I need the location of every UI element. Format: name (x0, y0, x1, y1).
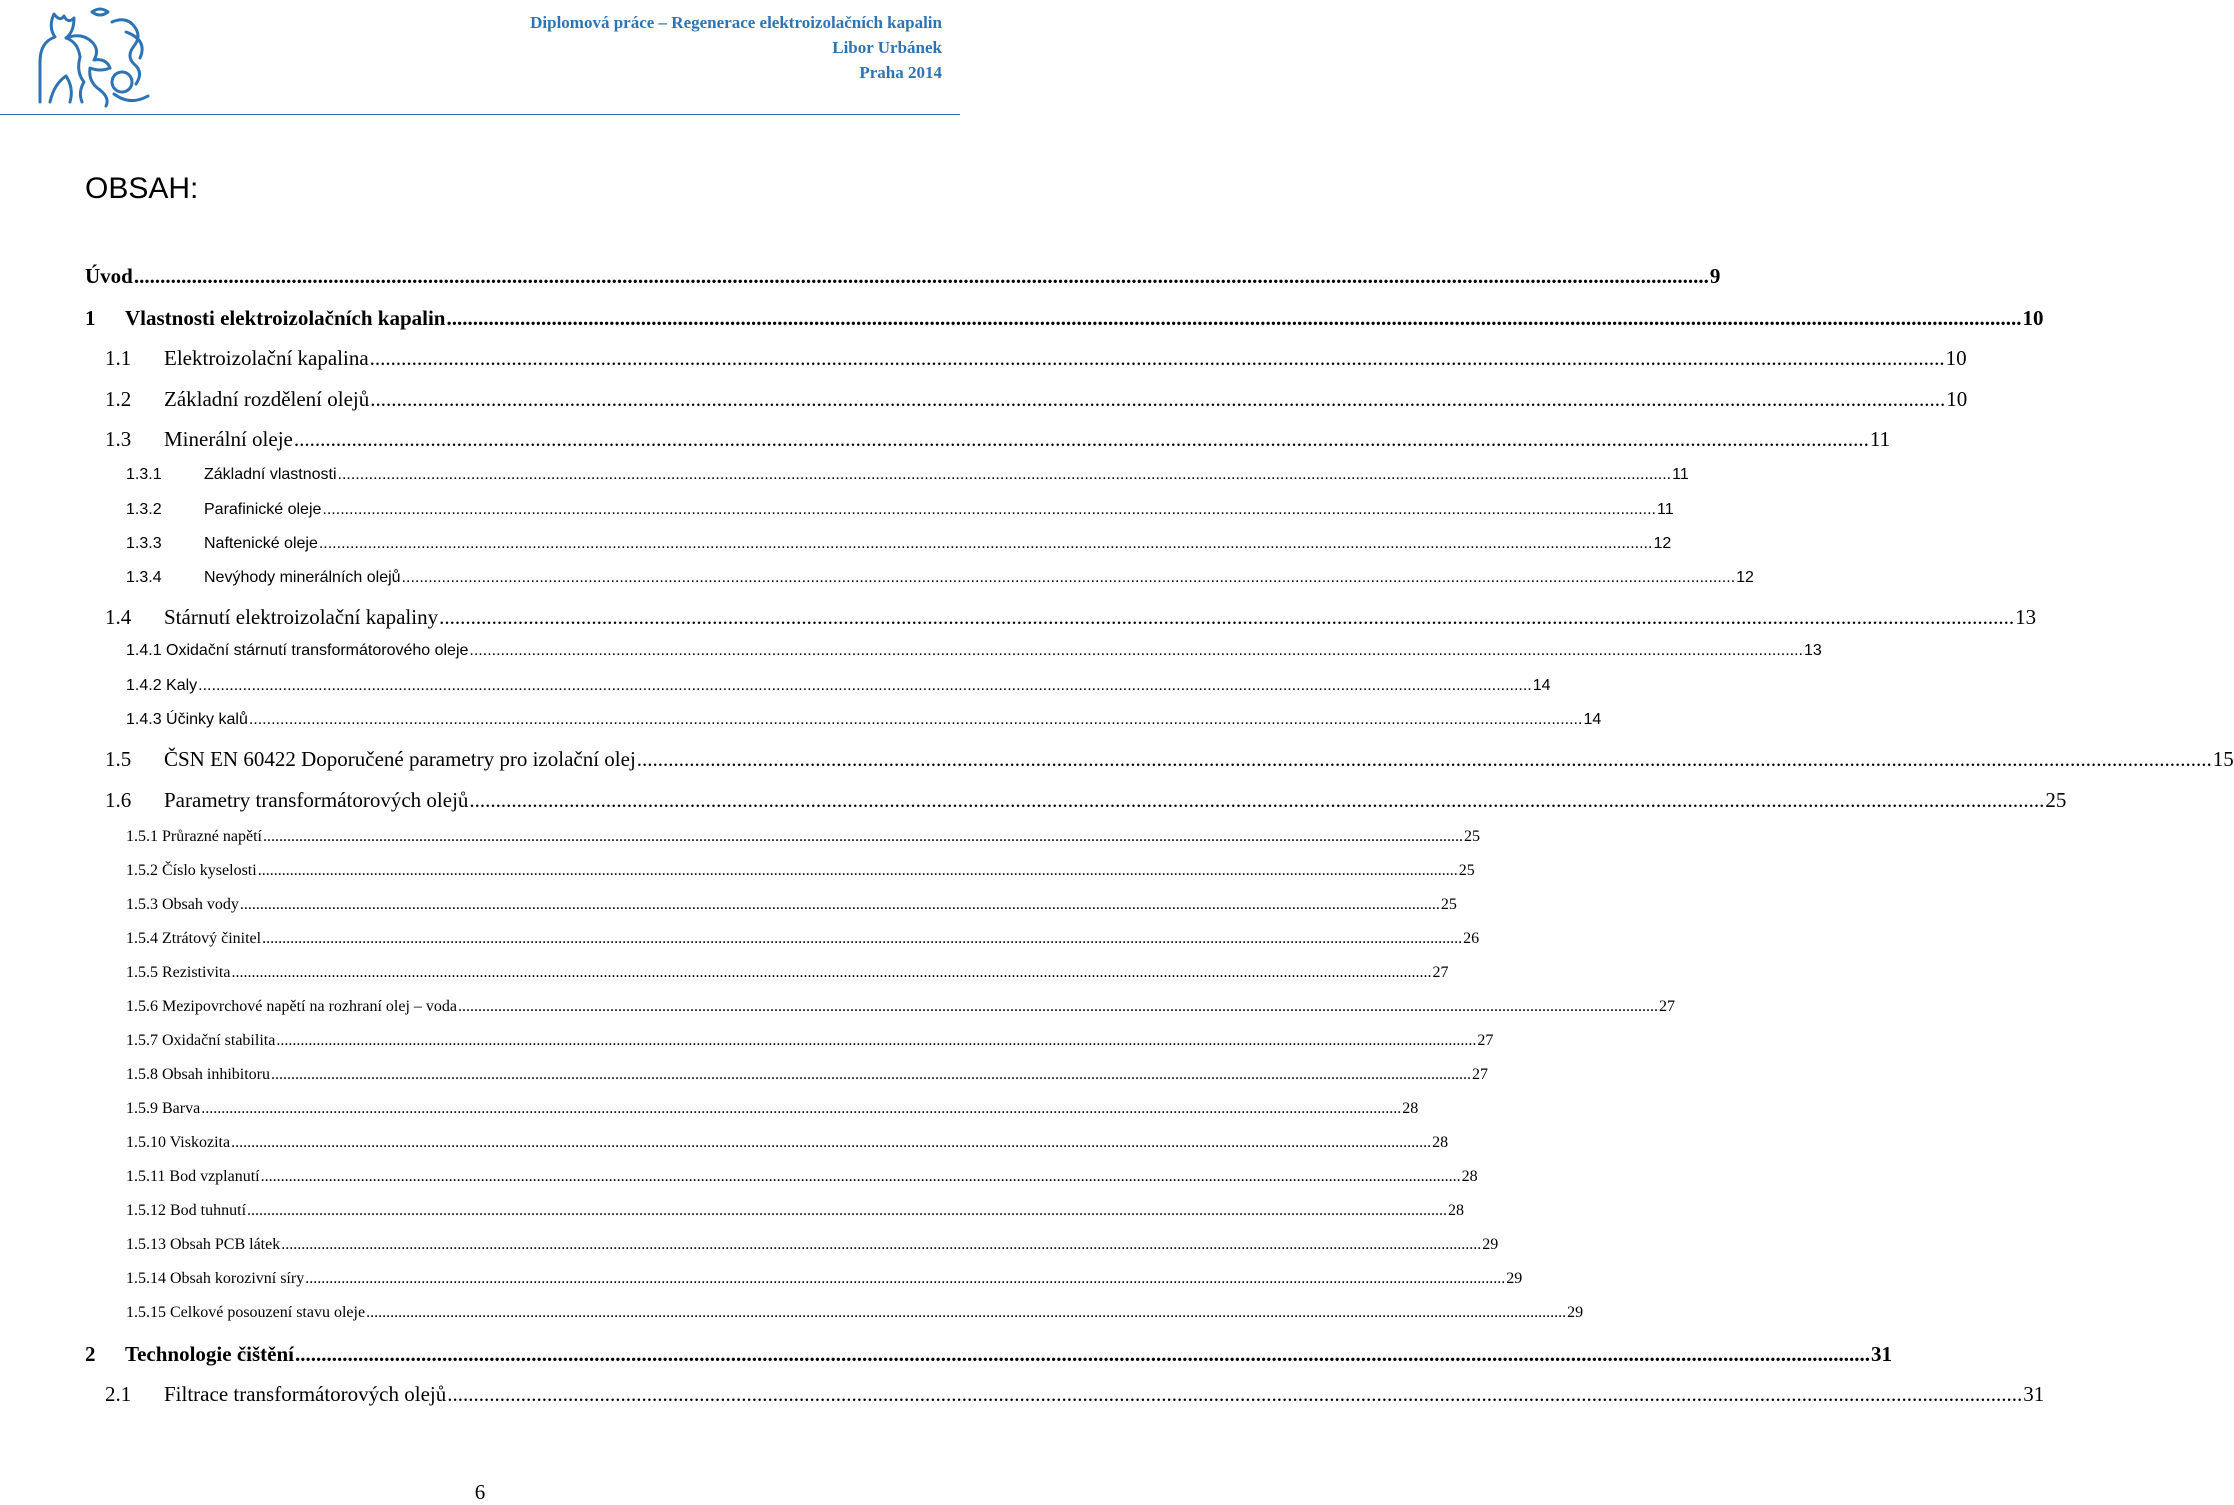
toc-entry-line (164, 602, 2037, 632)
toc-entry-page: 25 (1463, 828, 1480, 845)
toc-entry-number: 1.1 (105, 346, 132, 370)
toc-entry[interactable] (0, 825, 1480, 849)
toc-entry[interactable] (0, 1063, 1488, 1087)
toc-entry-number: 1.3 (105, 427, 132, 451)
toc-entry-page: 27 (1659, 998, 1675, 1015)
toc-entry-title: 1.5.10 Viskozita (126, 1134, 231, 1151)
toc-entry-line (126, 674, 1551, 698)
dot-leader: ............................................................................................................................................................................................................................................................................................................ (322, 501, 1656, 518)
toc-entry-title: Stárnutí elektroizolační kapaliny (164, 605, 439, 629)
toc-entry[interactable] (0, 498, 1674, 522)
toc-entry[interactable] (0, 1339, 1892, 1369)
toc-entry-line (126, 1165, 1478, 1189)
toc-entry-page: 28 (1402, 1100, 1419, 1117)
toc-entry[interactable] (0, 343, 1967, 373)
toc-entry-page: 10 (1946, 387, 1968, 411)
toc-entry-number: 1.6 (105, 788, 132, 812)
dot-leader: ............................................................................................................................................................................................................................................................................................................ (231, 1134, 1432, 1151)
toc-entry-title: Filtrace transformátorových olejů (164, 1382, 447, 1406)
toc-entry-line (126, 859, 1475, 883)
toc-entry-title: Technologie čištění (125, 1342, 294, 1366)
toc-entry-page: 26 (1463, 930, 1480, 947)
toc-entry-number: 1.4 (105, 605, 132, 629)
dot-leader: ............................................................................................................................................................................................................................................................................................................ (271, 1066, 1471, 1083)
toc-entry-number: 1.3.1 (126, 466, 162, 483)
thesis-title: Diplomová práce – Regenerace elektroizolačních kapalin (530, 13, 942, 32)
toc-entry[interactable] (0, 1165, 1478, 1189)
toc-entry-page: 31 (1870, 1342, 1892, 1366)
toc-entry-title: 1.5.11 Bod vzplanutí (126, 1168, 260, 1185)
dot-leader: ............................................................................................................................................................................................................................................................................................................ (198, 677, 1532, 694)
toc-entry-title: 1.5.9 Barva (126, 1100, 201, 1117)
toc-entry[interactable] (0, 893, 1457, 917)
toc-entry[interactable] (0, 1199, 1465, 1223)
toc-entry-line (126, 1233, 1499, 1257)
dot-leader: ............................................................................................................................................................................................................................................................................................................ (260, 1168, 1461, 1185)
toc-entry-line (204, 463, 1689, 487)
toc-entry[interactable] (0, 1029, 1494, 1053)
toc-entry-page: 12 (1653, 535, 1672, 552)
toc-entry[interactable] (0, 961, 1449, 985)
dot-leader: ............................................................................................................................................................................................................................................................................................................ (133, 264, 1709, 288)
toc-entry-title: 1.5.3 Obsah vody (126, 896, 239, 913)
toc-entry-line (125, 303, 2044, 333)
toc-entry-title: Elektroizolační kapalina (164, 346, 369, 370)
toc-entry-title: 1.5.1 Průrazné napětí (126, 828, 262, 845)
toc-entry[interactable] (0, 1267, 1523, 1291)
dot-leader: ............................................................................................................................................................................................................................................................................................................ (239, 896, 1440, 913)
toc-entry[interactable] (0, 1097, 1419, 1121)
toc-entry-title: 1.5.15 Celkové posouzení stavu oleje (126, 1304, 366, 1321)
toc-entry-page: 25 (1458, 862, 1475, 879)
toc-entry-line (164, 744, 2234, 774)
toc-entry-line (126, 1131, 1449, 1155)
toc-entry-title: 1.5.12 Bod tuhnutí (126, 1202, 247, 1219)
toc-entry-line (125, 1339, 1892, 1369)
toc-entry[interactable] (0, 384, 1968, 414)
toc-entry-title: 1.5.8 Obsah inhibitoru (126, 1066, 270, 1083)
toc-entry-number: 1 (85, 306, 96, 330)
toc-entry-title: 1.5.6 Mezipovrchové napětí na rozhraní olej – voda (126, 998, 457, 1015)
toc-entry-page: 14 (1583, 711, 1602, 728)
toc-entry[interactable] (0, 674, 1551, 698)
toc-entry-page: 11 (1657, 501, 1674, 518)
toc-entry-line (126, 893, 1457, 917)
toc-entry-title: 1.5.5 Rezistivita (126, 964, 231, 981)
page-number: 6 (474, 1480, 486, 1504)
toc-entry-title: Parametry transformátorových olejů (164, 788, 469, 812)
dot-leader: ............................................................................................................................................................................................................................................................................................................ (369, 346, 1945, 370)
toc-entry-line (126, 708, 1602, 732)
toc-entry-page: 11 (1672, 466, 1689, 483)
toc-entry-page: 27 (1432, 964, 1449, 981)
toc-entry[interactable] (0, 602, 2037, 632)
toc-entry-page: 9 (1709, 264, 1721, 288)
dot-leader: ............................................................................................................................................................................................................................................................................................................ (231, 964, 1432, 981)
toc-entry-line (126, 1301, 1584, 1325)
toc-heading: OBSAH: (85, 172, 199, 205)
dot-leader: ............................................................................................................................................................................................................................................................................................................ (276, 1032, 1477, 1049)
toc-entry-page: 12 (1736, 569, 1754, 586)
toc-entry-page: 28 (1448, 1202, 1465, 1219)
dot-leader: ............................................................................................................................................................................................................................................................................................................ (446, 306, 2022, 330)
place-year: Praha 2014 (859, 63, 942, 82)
dot-leader: ............................................................................................................................................................................................................................................................................................................ (248, 711, 1583, 728)
toc-entry[interactable] (0, 785, 2067, 815)
toc-entry-title: Základní vlastnosti (204, 466, 337, 483)
toc-entry-title: 1.5.2 Číslo kyselosti (126, 862, 257, 879)
dot-leader: ............................................................................................................................................................................................................................................................................................................ (294, 1342, 1870, 1366)
toc-entry-line (126, 927, 1480, 951)
toc-entry-line (204, 498, 1674, 522)
toc-entry-title: 1.4.1 Oxidační stárnutí transformátorového oleje (126, 642, 469, 659)
toc-entry[interactable] (0, 859, 1475, 883)
toc-entry-page: 10 (1945, 346, 1967, 370)
toc-entry-page: 31 (2023, 1382, 2045, 1406)
toc-entry[interactable] (0, 303, 2044, 333)
toc-entry-line (164, 424, 1891, 454)
toc-entry-line (164, 343, 1967, 373)
toc-entry-title: 1.5.14 Obsah korozivní síry (126, 1270, 305, 1287)
toc-entry-title: Úvod (85, 264, 133, 288)
toc-entry-title: 1.5.4 Ztrátový činitel (126, 930, 262, 947)
toc-entry-title: 1.4.3 Účinky kalů (126, 711, 248, 728)
toc-entry[interactable] (0, 639, 1822, 663)
toc-entry-line (164, 1379, 2045, 1409)
toc-entry-number: 1.3.4 (126, 569, 162, 586)
toc-entry[interactable] (0, 708, 1602, 732)
toc-entry-line (126, 1267, 1523, 1291)
dot-leader: ............................................................................................................................................................................................................................................................................................................ (447, 1382, 2023, 1406)
toc-entry[interactable] (0, 1379, 2045, 1409)
dot-leader: ............................................................................................................................................................................................................................................................................................................ (293, 427, 1869, 451)
toc-entry-title: Vlastnosti elektroizolačních kapalin (125, 306, 446, 330)
toc-entry-page: 15 (2212, 747, 2234, 771)
toc-entry[interactable] (0, 463, 1689, 487)
toc-entry-page: 29 (1506, 1270, 1523, 1287)
toc-entry-line (204, 532, 1672, 556)
toc-entry-title: Nevýhody minerálních olejů (204, 569, 401, 586)
dot-leader: ............................................................................................................................................................................................................................................................................................................ (262, 828, 1463, 845)
toc-entry-page: 13 (1804, 642, 1822, 659)
toc-entry-line (126, 825, 1480, 849)
toc-entry-number: 1.3.2 (126, 501, 162, 518)
toc-entry[interactable] (0, 927, 1480, 951)
dot-leader: ............................................................................................................................................................................................................................................................................................................ (257, 862, 1458, 879)
toc-entry-title: 1.5.7 Oxidační stabilita (126, 1032, 276, 1049)
toc-entry-page: 29 (1567, 1304, 1584, 1321)
dot-leader: ............................................................................................................................................................................................................................................................................................................ (439, 605, 2015, 629)
toc-entry-page: 25 (1440, 896, 1457, 913)
toc-entry-page: 14 (1532, 677, 1551, 694)
toc-entry-title: 1.4.2 Kaly (126, 677, 198, 694)
toc-entry-line (126, 1097, 1419, 1121)
toc-entry-title: Minerální oleje (164, 427, 293, 451)
dot-leader: ............................................................................................................................................................................................................................................................................................................ (401, 569, 1736, 586)
toc-entry-number: 1.5 (105, 747, 132, 771)
toc-entry-line (126, 995, 1675, 1019)
toc-entry-page: 28 (1461, 1168, 1478, 1185)
dot-leader: ............................................................................................................................................................................................................................................................................................................ (247, 1202, 1448, 1219)
toc-entry-page: 29 (1482, 1236, 1499, 1253)
toc-entry-page: 27 (1477, 1032, 1494, 1049)
toc-entry-number: 1.2 (105, 387, 132, 411)
toc-entry-number: 2.1 (105, 1382, 132, 1406)
toc-entry-line (126, 1063, 1488, 1087)
toc-entry[interactable] (0, 424, 1891, 454)
toc-entry-line (204, 566, 1754, 590)
toc-entry-page: 13 (2015, 605, 2037, 629)
toc-entry[interactable] (0, 1131, 1449, 1155)
dot-leader: ............................................................................................................................................................................................................................................................................................................ (281, 1236, 1482, 1253)
toc-entry-page: 25 (2045, 788, 2067, 812)
toc-entry-page: 10 (2022, 306, 2044, 330)
dot-leader: ............................................................................................................................................................................................................................................................................................................ (201, 1100, 1402, 1117)
toc-entry-title: Naftenické oleje (204, 535, 318, 552)
dot-leader: ............................................................................................................................................................................................................................................................................................................ (305, 1270, 1506, 1287)
toc-entry-line (126, 1199, 1465, 1223)
dot-leader: ............................................................................................................................................................................................................................................................................................................ (262, 930, 1463, 947)
author-name: Libor Urbánek (832, 38, 942, 57)
toc-entry-page: 28 (1432, 1134, 1449, 1151)
toc-entry-title: 1.5.13 Obsah PCB látek (126, 1236, 281, 1253)
toc-entry-title: ČSN EN 60422 Doporučené parametry pro izolační olej (164, 747, 636, 771)
dot-leader: ............................................................................................................................................................................................................................................................................................................ (337, 466, 1672, 483)
toc-entry[interactable] (0, 1233, 1499, 1257)
dot-leader: ............................................................................................................................................................................................................................................................................................................ (636, 747, 2212, 771)
toc-entry-line (126, 961, 1449, 985)
dot-leader: ............................................................................................................................................................................................................................................................................................................ (458, 998, 1658, 1015)
toc-entry-line (85, 261, 1721, 291)
toc-entry[interactable] (0, 261, 1721, 291)
toc-entry-page: 27 (1472, 1066, 1488, 1083)
toc-entry-title: Základní rozdělení olejů (164, 387, 370, 411)
toc-entry[interactable] (0, 1301, 1584, 1325)
dot-leader: ............................................................................................................................................................................................................................................................................................................ (469, 642, 1803, 659)
toc-entry[interactable] (0, 744, 2234, 774)
dot-leader: ............................................................................................................................................................................................................................................................................................................ (366, 1304, 1567, 1321)
toc-entry[interactable] (0, 995, 1675, 1019)
dot-leader: ............................................................................................................................................................................................................................................................................................................ (469, 788, 2045, 812)
toc-entry[interactable] (0, 566, 1754, 590)
dot-leader: ............................................................................................................................................................................................................................................................................................................ (370, 387, 1946, 411)
toc-entry-title: Parafinické oleje (204, 501, 322, 518)
toc-entry-line (164, 384, 1968, 414)
toc-entry-line (126, 639, 1822, 663)
toc-entry-line (126, 1029, 1494, 1053)
toc-entry-line (164, 785, 2067, 815)
toc-entry-number: 1.3.3 (126, 535, 162, 552)
toc-entry[interactable] (0, 532, 1672, 556)
dot-leader: ............................................................................................................................................................................................................................................................................................................ (318, 535, 1653, 552)
toc-entry-number: 2 (85, 1342, 96, 1366)
toc-entry-page: 11 (1869, 427, 1891, 451)
